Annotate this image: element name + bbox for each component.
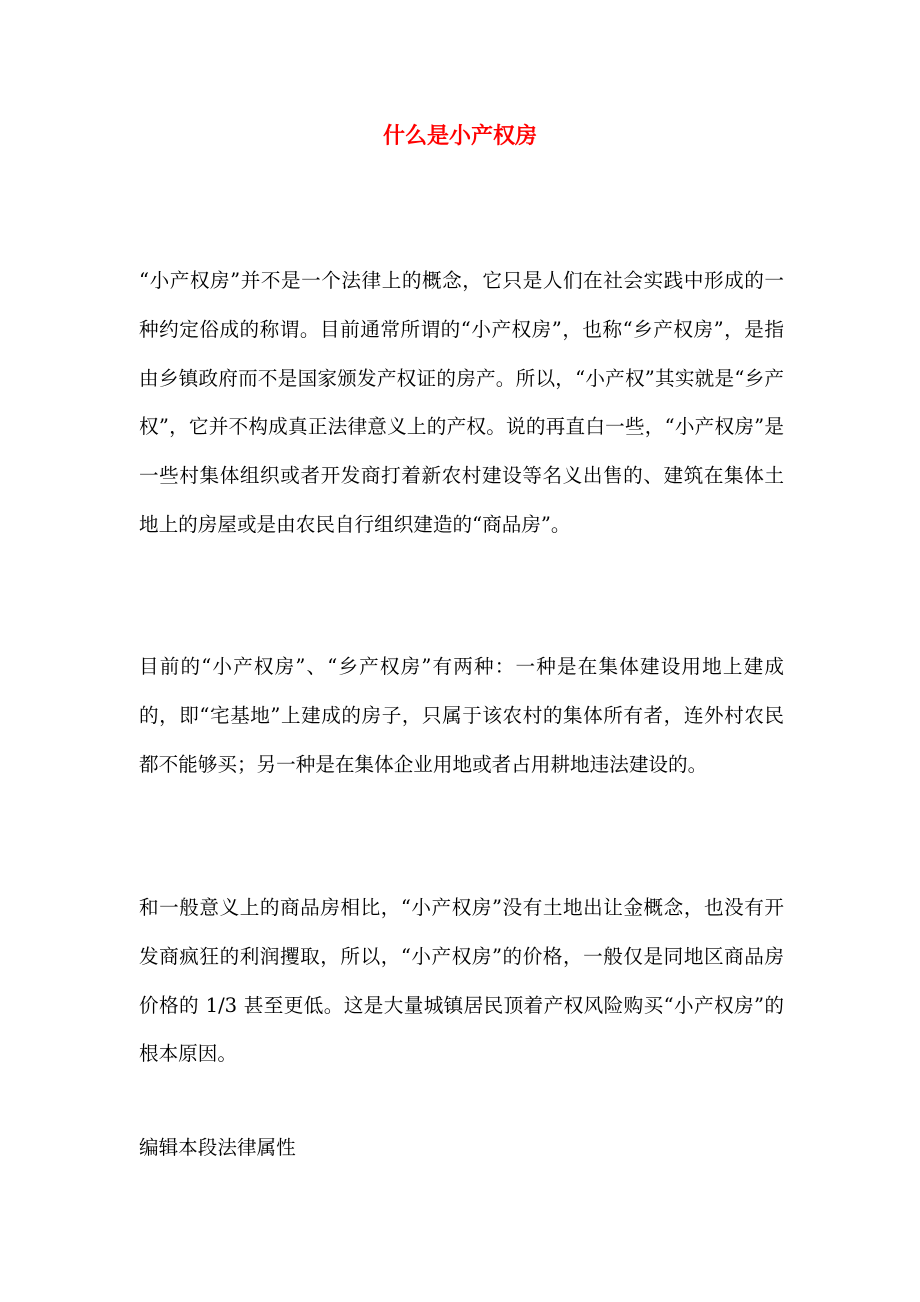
section-heading-legal-attributes: 编辑本段法律属性: [139, 1136, 296, 1159]
paragraph-definition: “小产权房”并不是一个法律上的概念，它只是人们在社会实践中形成的一种约定俗成的称谓。目前通常所谓的“小产权房”，也称“乡产权房”，是指由乡镇政府而不是国家颁发产权证的房产。所以，“小产权”其实就是“乡产权”，它并不构成真正法律意义上的产权。说的再直白一些，“小产权房”是一些村集体组织或者开发商打着新农村建设等名义出售的、建筑在集体土地上的房屋或是由农民自行组织建造的“商品房”。: [139, 269, 784, 536]
paragraph-price-comparison: 和一般意义上的商品房相比，“小产权房”没有土地出让金概念，也没有开发商疯狂的利润攫取，所以，“小产权房”的价格，一般仅是同地区商品房价格的 1/3 甚至更低。这是大量城镇居民顶着产权风险购买“小产权房”的根本原因。: [139, 896, 784, 1066]
document-title: 什么是小产权房: [382, 123, 537, 149]
paragraph-types: 目前的“小产权房”、“乡产权房”有两种：一种是在集体建设用地上建成的，即“宅基地”上建成的房子，只属于该农村的集体所有者，连外村农民都不能够买；另一种是在集体企业用地或者占用耕地违法建设的。: [139, 655, 784, 776]
